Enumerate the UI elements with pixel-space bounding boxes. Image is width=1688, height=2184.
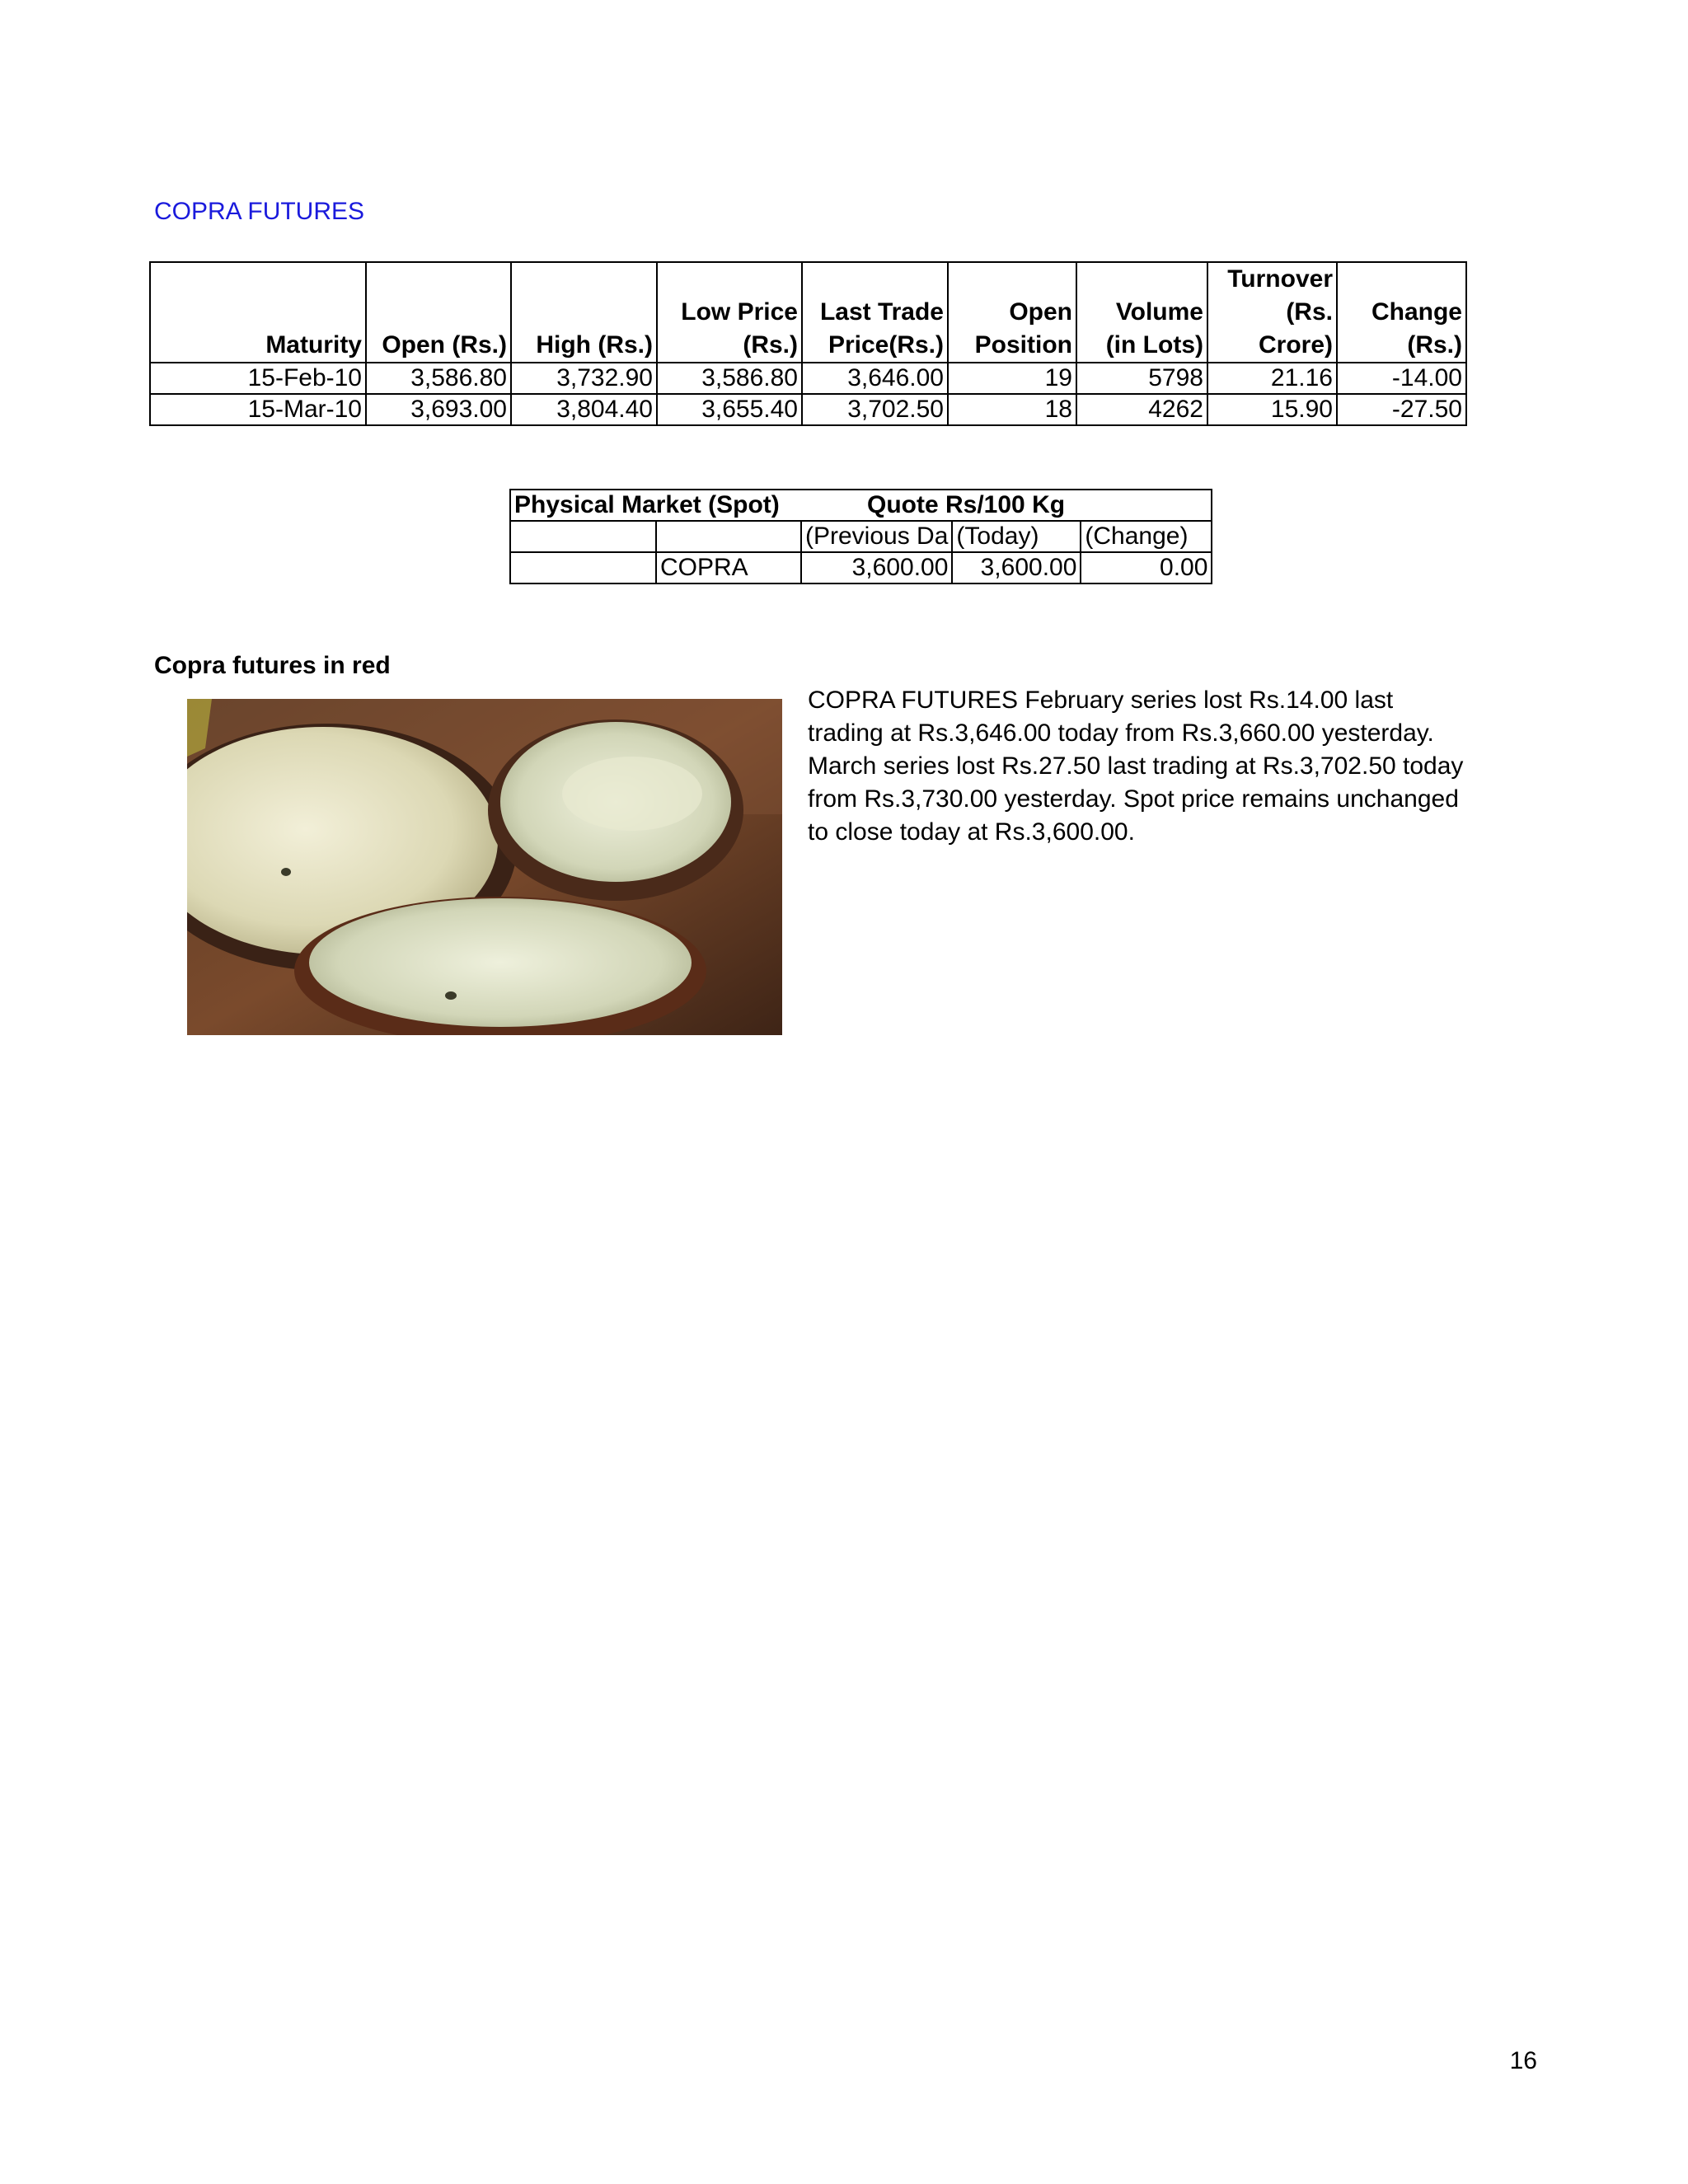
cell-last-trade: 3,702.50 bbox=[802, 394, 948, 425]
copra-photo bbox=[187, 699, 782, 1035]
cell-volume: 4262 bbox=[1076, 394, 1207, 425]
futures-header-row bbox=[150, 262, 1466, 363]
spot-quote-label: Quote Rs/100 Kg bbox=[801, 490, 1212, 521]
header-low: Low Price (Rs.) bbox=[657, 262, 802, 363]
cell-open: 3,586.80 bbox=[366, 363, 511, 394]
table-row bbox=[150, 394, 1466, 425]
header-volume: Volume (in Lots) bbox=[1076, 262, 1207, 363]
spot-title: Physical Market (Spot) bbox=[510, 490, 801, 521]
cell-open-position: 18 bbox=[948, 394, 1076, 425]
table-row bbox=[510, 552, 1212, 583]
header-open: Open (Rs.) bbox=[366, 262, 511, 363]
spot-col-previous: (Previous Da bbox=[801, 521, 952, 552]
header-change: Change (Rs.) bbox=[1337, 262, 1466, 363]
cell-high: 3,804.40 bbox=[511, 394, 657, 425]
cell-low: 3,655.40 bbox=[657, 394, 802, 425]
cell-volume: 5798 bbox=[1076, 363, 1207, 394]
commentary: COPRA FUTURES February series lost Rs.14.00 last trading at Rs.3,646.00 today from Rs.3,660.00 yesterday. March series lost Rs.27.50 last trading at Rs.3,702.50 today from Rs.3,730.00 yesterday. Spot price remains unchanged to close today at Rs.3,600.00. bbox=[808, 687, 1464, 846]
spot-change: 0.00 bbox=[1081, 552, 1212, 583]
spot-empty-cell bbox=[510, 552, 656, 583]
section-title: COPRA FUTURES bbox=[154, 198, 365, 225]
spot-commodity: COPRA bbox=[656, 552, 801, 583]
cell-turnover: 21.16 bbox=[1207, 363, 1337, 394]
spot-table bbox=[509, 489, 1212, 584]
cell-change: -14.00 bbox=[1337, 363, 1466, 394]
subtitle: Copra futures in red bbox=[154, 652, 391, 679]
cell-low: 3,586.80 bbox=[657, 363, 802, 394]
spot-col-today: (Today) bbox=[952, 521, 1081, 552]
spot-col-change: (Change) bbox=[1081, 521, 1212, 552]
header-turnover: Turnover (Rs. Crore) bbox=[1207, 262, 1337, 363]
table-row bbox=[150, 363, 1466, 394]
header-open-position: Open Position bbox=[948, 262, 1076, 363]
spot-empty-cell bbox=[510, 521, 656, 552]
spot-header-row bbox=[510, 490, 1212, 521]
spot-previous: 3,600.00 bbox=[801, 552, 952, 583]
cell-high: 3,732.90 bbox=[511, 363, 657, 394]
cell-change: -27.50 bbox=[1337, 394, 1466, 425]
cell-maturity: 15-Mar-10 bbox=[150, 394, 366, 425]
header-maturity: Maturity bbox=[150, 262, 366, 363]
page-number: 16 bbox=[1509, 2047, 1537, 2074]
header-last-trade: Last Trade Price(Rs.) bbox=[802, 262, 948, 363]
cell-last-trade: 3,646.00 bbox=[802, 363, 948, 394]
cell-maturity: 15-Feb-10 bbox=[150, 363, 366, 394]
cell-turnover: 15.90 bbox=[1207, 394, 1337, 425]
header-high: High (Rs.) bbox=[511, 262, 657, 363]
spot-columns-row bbox=[510, 521, 1212, 552]
futures-table bbox=[149, 261, 1467, 426]
cell-open-position: 19 bbox=[948, 363, 1076, 394]
spot-empty-cell bbox=[656, 521, 801, 552]
spot-today: 3,600.00 bbox=[952, 552, 1081, 583]
cell-open: 3,693.00 bbox=[366, 394, 511, 425]
